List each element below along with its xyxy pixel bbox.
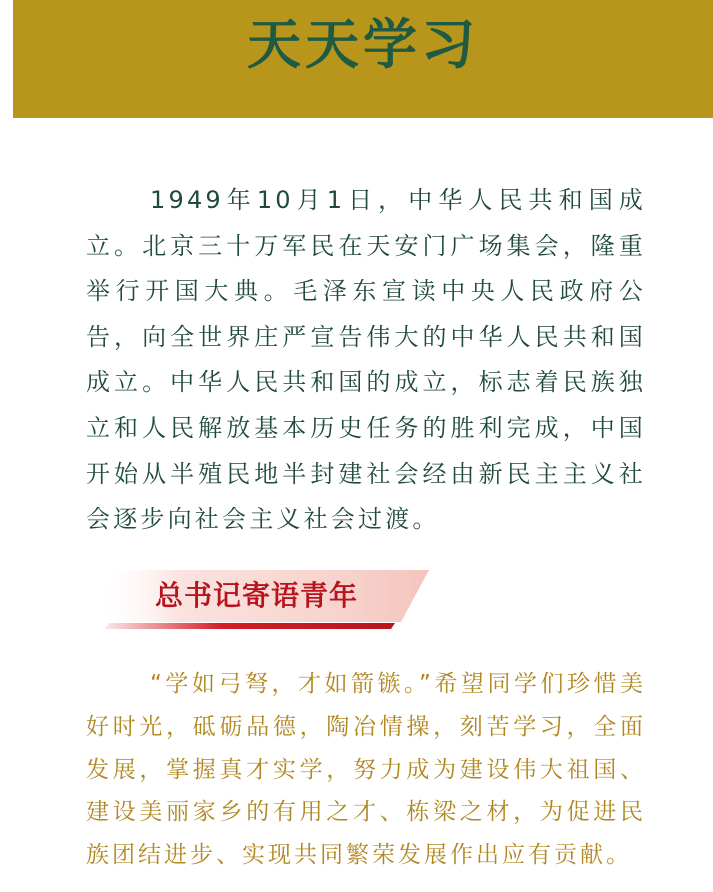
section-banner xyxy=(95,566,435,634)
section-title: 总书记寄语青年 xyxy=(155,579,359,612)
page-title: 天天学习 xyxy=(247,13,479,76)
article-paragraph: 1949年10月1日，中华人民共和国成立。北京三十万军民在天安门广场集会，隆重举行开国大典。毛泽东宣读中央人民政府公告，向全世界庄严宣告伟大的中华人民共和国成立。中华人民共和国的成立，标志着民族独立和人民解放基本历史任务的胜利完成，中国开始从半殖民地半封建社会经由新民主主义社会逐步向社会主义社会过渡。 xyxy=(86,186,646,534)
header-banner xyxy=(13,0,713,118)
quote-paragraph: “学如弓弩，才如箭镞。”希望同学们珍惜美好时光，砥砺品德，陶冶情操，刻苦学习，全面发展，掌握真才实学，努力成为建设伟大祖国、建设美丽家乡的有用之才、栋梁之材，为促进民族团结进步、实现共同繁荣发展作出应有贡献。 xyxy=(86,671,646,869)
